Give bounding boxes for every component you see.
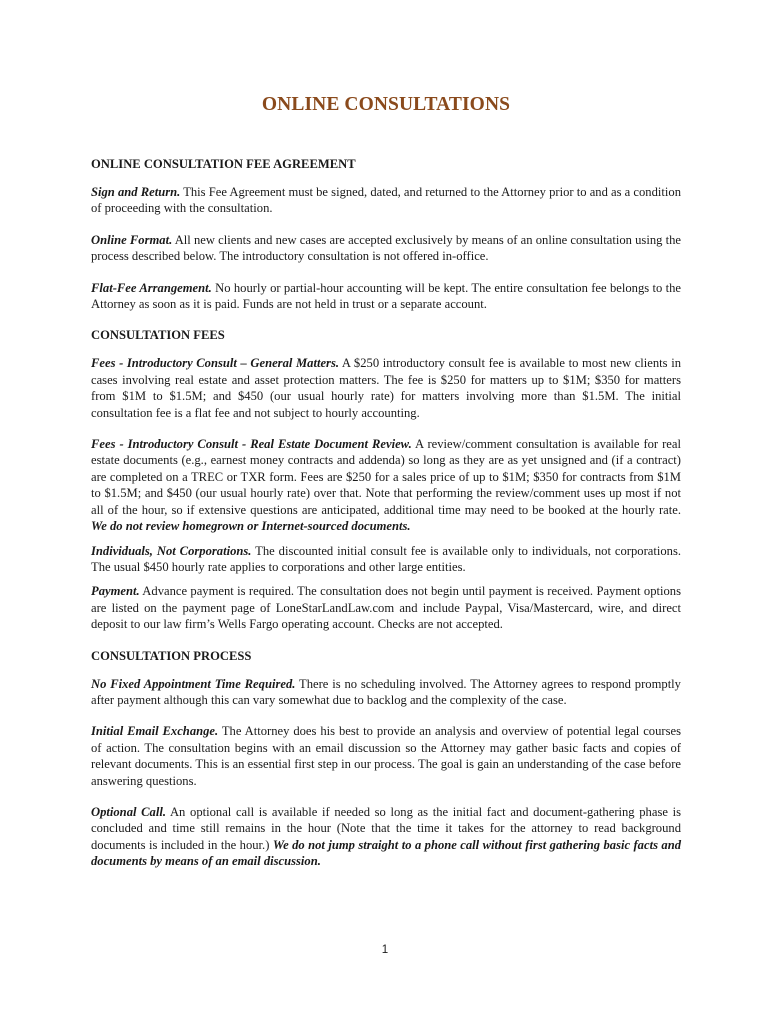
section-heading-fees: CONSULTATION FEES (91, 328, 225, 343)
paragraph-text: This Fee Agreement must be signed, dated, and returned to the Attorney prior to and as a condition of proceeding with the consultation. (91, 185, 681, 216)
paragraph-text: There is no scheduling involved. The Attorney agrees to respond promptly after payment although this can vary somewhat due to backlog and the complexity of the case. (91, 676, 681, 707)
paragraph-fees-general (91, 355, 681, 421)
paragraph-emphasis: We do not jump straight to a phone call without first gathering basic facts and documents by means of an email discussion. (91, 837, 681, 869)
paragraph-lead: Individuals, Not Corporations. (91, 543, 252, 558)
paragraph-lead: Fees - Introductory Consult – General Matters. (91, 356, 340, 371)
paragraph-initial-email (91, 723, 681, 789)
paragraph-lead: Sign and Return. (91, 185, 181, 199)
paragraph-lead: Payment. (91, 584, 140, 599)
paragraph-fees-real-estate (91, 436, 681, 534)
paragraph-lead: Online Format. (91, 232, 173, 247)
paragraph-text: A $250 introductory consult fee is available to most new clients in cases involving real estate and asset protection matters. The fee is $250 for matters up to $1M; $350 for matters from $1M to $1.5M; and $450 (our usual hourly rate) for matters involving more than $1.5M. The initial consultation fee is a flat fee and not subject to hourly accounting. (91, 356, 681, 420)
paragraph-lead: Flat-Fee Arrangement. (91, 280, 212, 295)
paragraph-lead: No Fixed Appointment Time Required. (91, 676, 296, 691)
paragraph-payment (91, 583, 681, 632)
paragraph-lead: Initial Email Exchange. (91, 724, 219, 739)
paragraph-text: The Attorney does his best to provide an analysis and overview of potential legal courses of action. The consultation begins with an email discussion so the Attorney may gather basic facts and copies of relevant documents. This is an essential first step in our process. The goal is gain an understanding of the case before answering questions. (91, 724, 681, 788)
paragraph-sign-and-return (91, 184, 681, 217)
paragraph-text: All new clients and new cases are accepted exclusively by means of an online consultation using the process described below. The introductory consultation is not offered in-office. (91, 232, 681, 264)
section-heading-agreement: ONLINE CONSULTATION FEE AGREEMENT (91, 157, 356, 171)
paragraph-emphasis: We do not review homegrown or Internet-sourced documents. (91, 519, 411, 534)
paragraph-lead: Fees - Introductory Consult - Real Estate Document Review. (91, 437, 412, 452)
paragraph-text: Advance payment is required. The consultation does not begin until payment is received. Payment options are listed on the payment page of LoneStarLandLaw.com and include Paypal, Visa/Mastercard, wire, and direct deposit to our law firm’s Wells Fargo operating account. Checks are not accepted. (91, 584, 681, 632)
paragraph-text: An optional call is available if needed so long as the initial fact and document-gathering phase is concluded and time still remains in the hour (Note that the time it takes for the attorney to read background documents is included in the hour.) (91, 804, 681, 852)
document-title: ONLINE CONSULTATIONS (261, 94, 511, 115)
paragraph-optional-call (91, 804, 681, 870)
document-page (91, 92, 681, 885)
paragraph-text: No hourly or partial-hour accounting will be kept. The entire consultation fee belongs to the Attorney as soon as it is paid. Funds are not held in trust or a separate account. (91, 280, 682, 312)
paragraph-text: A review/comment consultation is available for real estate documents (e.g., earnest money contracts and addenda) so long as they are as yet unsigned and (if a contract) are completed on a TREC or TXR form. Fees are $250 for a sales price of up to $1M; $350 for contracts from $1M to $1.5M; and $450 (our usual hourly rate) over that. Note that performing the review/comment uses up most if not all of the hour, so if extensive questions are anticipated, additional time may need to be booked at the hourly rate. (91, 437, 681, 517)
page-number: 1 (381, 944, 389, 956)
paragraph-no-appointment (91, 676, 681, 709)
paragraph-text: The discounted initial consult fee is available only to individuals, not corporations. The usual $450 hourly rate applies to corporations and other large entities. (91, 543, 681, 574)
paragraph-individuals (91, 543, 681, 576)
paragraph-lead: Optional Call. (91, 804, 166, 819)
paragraph-flat-fee (91, 280, 681, 313)
section-heading-process: CONSULTATION PROCESS (91, 648, 252, 663)
paragraph-online-format (91, 232, 681, 265)
